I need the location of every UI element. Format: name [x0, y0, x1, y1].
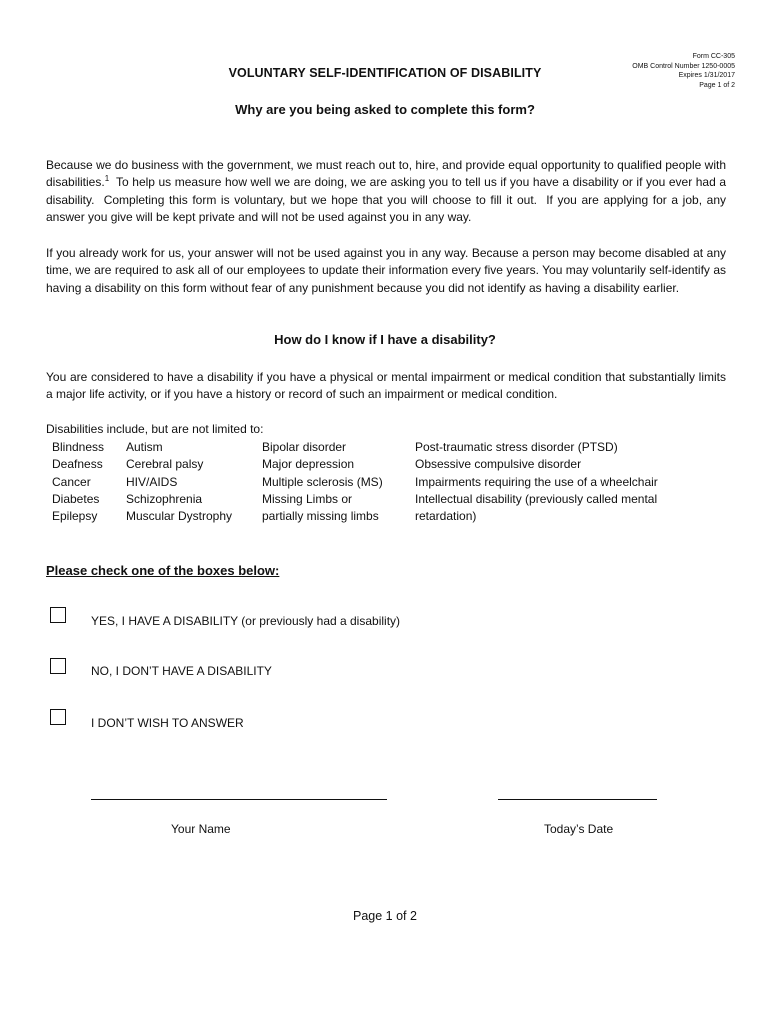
paragraph-why-1-text-b: To help us measure how well we are doing, we are asking you to tell us if you have a disability or if you ever had a disability. Completing this form is voluntary, but we hope that you will choose to fill it out. If you are applying for a job, any answer you give will be kept private and will not be used against you in any way.: [46, 175, 730, 224]
checkbox-no-answer[interactable]: [50, 709, 66, 725]
disability-item: Cerebral palsy: [126, 457, 204, 472]
page-footer: Page 1 of 2: [353, 909, 417, 923]
disability-item: Bipolar disorder: [262, 440, 347, 454]
checkbox-instructions: Please check one of the boxes below:: [46, 563, 280, 578]
disability-item: Diabetes: [52, 491, 100, 506]
disability-item: Blindness: [52, 440, 105, 454]
disability-item: Obsessive compulsive disorder: [415, 457, 582, 472]
checkbox-yes-disability[interactable]: [50, 607, 66, 623]
disability-item: partially missing limbs: [262, 509, 379, 524]
disability-item: Impairments requiring the use of a wheelchair: [415, 474, 658, 489]
paragraph-why-1-text-a: Because we do business with the government, we must reach out to, hire, and provide equal opportunity to qualified people with disabilities.: [46, 158, 726, 190]
section-heading-why: Why are you being asked to complete this form?: [235, 102, 535, 117]
disability-item: Multiple sclerosis (MS): [262, 474, 383, 489]
disability-item: Muscular Dystrophy: [126, 509, 233, 524]
disability-item: Major depression: [262, 457, 355, 472]
disability-column-1: [52, 439, 104, 525]
form-title: VOLUNTARY SELF-IDENTIFICATION OF DISABILITY: [228, 66, 542, 80]
todays-date-label: Today’s Date: [544, 822, 614, 836]
disability-item: retardation): [415, 509, 477, 524]
form-number: Form CC-305: [692, 53, 735, 60]
disability-list-intro: Disabilities include, but are not limited to:: [46, 422, 264, 436]
disability-item: Missing Limbs or: [262, 491, 353, 506]
omb-control-number: OMB Control Number 1250-0005: [632, 62, 735, 70]
disability-item: Epilepsy: [52, 509, 98, 524]
disability-column-2: [126, 439, 232, 525]
paragraph-how: You are considered to have a disability if you have a physical or mental impairment or medical condition that substantially limits a major life activity, or if you have a history or record of such an impairment or medical condition.: [46, 370, 726, 402]
date-signature-line[interactable]: [498, 799, 657, 800]
disability-column-3: [262, 439, 383, 525]
section-heading-how: How do I know if I have a disability?: [274, 332, 496, 347]
option-label-no-answer: I DON’T WISH TO ANSWER: [91, 716, 244, 730]
disability-item: HIV/AIDS: [126, 474, 178, 489]
option-label-no: NO, I DON’T HAVE A DISABILITY: [91, 664, 272, 678]
disability-column-4: [415, 439, 658, 525]
disability-item: Cancer: [52, 474, 91, 489]
page-indicator: Page 1 of 2: [699, 81, 735, 89]
option-label-yes: YES, I HAVE A DISABILITY (or previously had a disability): [91, 614, 401, 628]
disability-item: Deafness: [52, 457, 103, 472]
disability-item: Post-traumatic stress disorder (PTSD): [415, 440, 618, 454]
paragraph-why-2: If you already work for us, your answer will not be used against you in any way. Because a person may become disabled at any time, we are required to ask all of our employees to update their information every five years. You may voluntarily self-identify as having a disability on this form without fear of any punishment because you did not identify as having a disability earlier.: [46, 246, 726, 295]
disability-item: Autism: [126, 440, 163, 454]
checkbox-no-disability[interactable]: [50, 658, 66, 674]
disability-item: Schizophrenia: [126, 491, 203, 506]
your-name-label: Your Name: [171, 822, 231, 836]
name-signature-line[interactable]: [91, 799, 387, 800]
disability-item: Intellectual disability (previously called mental: [415, 491, 658, 506]
footnote-marker: 1: [104, 174, 110, 184]
expiration-date: Expires 1/31/2017: [678, 72, 735, 79]
paragraph-why-1: [46, 157, 730, 226]
